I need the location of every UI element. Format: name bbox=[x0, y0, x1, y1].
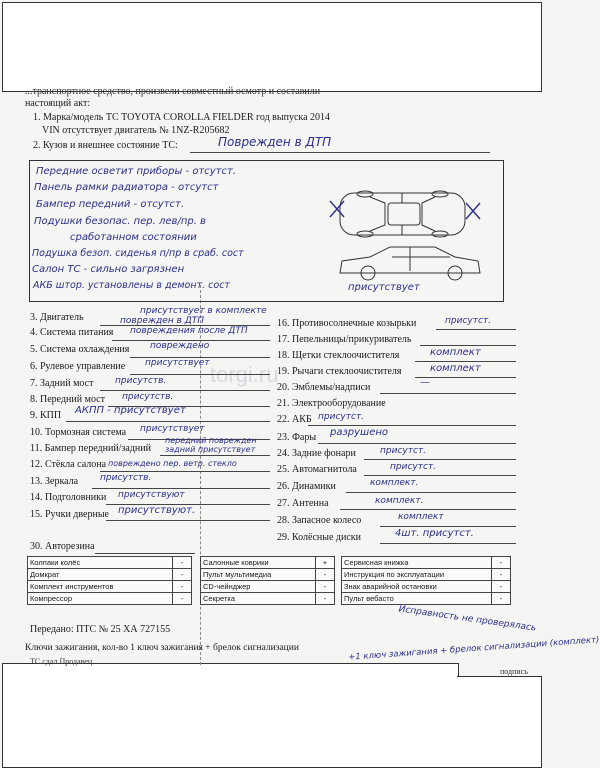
item-underline bbox=[436, 329, 516, 330]
item-label: 22. АКБ bbox=[277, 414, 312, 425]
item-underline bbox=[420, 345, 516, 346]
item-label: 17. Пепельницы/прикуриватель bbox=[277, 334, 412, 345]
item-underline bbox=[66, 421, 270, 422]
item-underline bbox=[415, 361, 516, 362]
equip-name: Пульт вебасто bbox=[342, 593, 492, 605]
item-label: 5. Система охлаждения bbox=[30, 344, 130, 355]
redacted-header-block bbox=[2, 2, 542, 92]
item-underline bbox=[380, 543, 516, 544]
item-label: 23. Фары bbox=[277, 432, 317, 443]
item-label: 26. Динамики bbox=[277, 481, 336, 492]
damage-note: Салон ТС - сильно загрязнен bbox=[32, 264, 185, 275]
equip-name: Секретка bbox=[201, 593, 316, 605]
footer-stub-left: ТС сдал Продавец bbox=[30, 657, 93, 666]
rubber-underline bbox=[95, 553, 195, 554]
item-label: 12. Стёкла салона bbox=[30, 459, 107, 470]
damage-note: Подушка безоп. сиденья п/пр в сраб. сост bbox=[32, 248, 244, 259]
item-label: 11. Бампер передний/задний bbox=[30, 443, 151, 454]
redacted-footer-right bbox=[457, 676, 542, 768]
item-value: присутствуют bbox=[118, 490, 185, 500]
item-underline bbox=[346, 492, 516, 493]
item-underline bbox=[380, 526, 516, 527]
item-value: 4шт. присутст. bbox=[395, 528, 474, 539]
equip-value: - bbox=[492, 557, 511, 569]
item-label: 29. Колёсные диски bbox=[277, 532, 362, 543]
item-label: 18. Щетки стеклоочистителя bbox=[277, 350, 400, 361]
equip-value: - bbox=[316, 581, 335, 593]
equip-name: Домкрат bbox=[28, 569, 173, 581]
equip-value: - bbox=[316, 569, 335, 581]
damage-note-tail: присутствует bbox=[348, 282, 420, 293]
item-label: 7. Задний мост bbox=[30, 378, 94, 389]
item-value: присутств. bbox=[115, 376, 167, 386]
item-value: комплект. bbox=[370, 478, 419, 488]
equip-value: - bbox=[173, 557, 192, 569]
item-value: присутст. bbox=[380, 446, 427, 456]
item-underline bbox=[415, 377, 516, 378]
equip-name: Компрессор bbox=[28, 593, 173, 605]
item-label: 24. Задние фонари bbox=[277, 448, 356, 459]
item-underline bbox=[130, 374, 270, 375]
item-underline bbox=[106, 520, 270, 521]
item-value: присутст. bbox=[445, 316, 492, 326]
item-value: присутствует bbox=[145, 358, 210, 368]
damage-note: Передние осветит приборы - отсутст. bbox=[36, 166, 237, 177]
equipment-table-1 bbox=[27, 556, 192, 605]
item-label: 6. Рулевое управление bbox=[30, 361, 126, 372]
item-value: комплект bbox=[398, 512, 444, 522]
equip-name: Инструкция по эксплуатации bbox=[342, 569, 492, 581]
item-label: 20. Эмблемы/надписи bbox=[277, 382, 371, 393]
item-label: 10. Тормозная система bbox=[30, 427, 127, 438]
item-value: поврежден в ДТП bbox=[120, 316, 205, 326]
damage-notes-box bbox=[29, 160, 504, 302]
equip-value: + bbox=[316, 557, 335, 569]
equip-name: Колпаки колёс bbox=[28, 557, 173, 569]
redacted-footer-block bbox=[2, 663, 459, 768]
item-underline bbox=[340, 509, 516, 510]
equipment-table-2 bbox=[200, 556, 335, 605]
vehicle-model-line: 1. Марка/модель ТС TOYOTA COROLLA FIELDER год выпуска 2014 bbox=[33, 112, 331, 123]
item-label: 3. Двигатель bbox=[30, 312, 84, 323]
car-diagram bbox=[310, 185, 500, 285]
item-underline bbox=[92, 488, 270, 489]
pts-line: Передано: ПТС № 25 ХА 727155 bbox=[30, 624, 171, 635]
damage-note: Бампер передний - отсутст. bbox=[36, 199, 185, 210]
equip-name: Салонные коврики bbox=[201, 557, 316, 569]
watermark: torgi.ru bbox=[210, 362, 279, 387]
item-value: повреждено пер. ветр. стекло bbox=[108, 459, 237, 468]
damage-note: АКБ штор. установлены в демонт. сост bbox=[33, 280, 230, 291]
item-underline bbox=[364, 459, 516, 460]
item-underline bbox=[100, 390, 270, 391]
rubber-label: 30. Авторезина bbox=[30, 541, 95, 552]
item-value: присутствуют. bbox=[118, 505, 196, 516]
equip-value: - bbox=[316, 593, 335, 605]
item-label: 16. Противосолнечные козырьки bbox=[277, 318, 417, 329]
footer-stub-right: подпись bbox=[500, 667, 528, 676]
item-value: присутствует в комплекте bbox=[140, 306, 267, 316]
item-value: комплект bbox=[430, 363, 481, 374]
item-label: 21. Электрооборудование bbox=[277, 398, 386, 409]
item-value: передний поврежден bbox=[165, 436, 257, 445]
equip-value: - bbox=[492, 581, 511, 593]
damage-note: сработанном состоянии bbox=[70, 232, 197, 243]
equip-name: Знак аварийной остановки bbox=[342, 581, 492, 593]
item-underline bbox=[318, 443, 516, 444]
item-underline bbox=[380, 393, 516, 394]
item-label: 19. Рычаги стеклоочистителя bbox=[277, 366, 402, 377]
intro-line-2: настоящий акт: bbox=[25, 98, 91, 109]
keys-line: Ключи зажигания, кол-во 1 ключ зажигания + брелок сигнализации bbox=[25, 643, 299, 653]
damage-note: Панель рамки радиатора - отсутст bbox=[34, 182, 219, 193]
equip-name: Пульт мультимедиа bbox=[201, 569, 316, 581]
item-value: повреждено bbox=[150, 341, 210, 351]
item-value: — bbox=[420, 377, 430, 388]
vehicle-vin-line: VIN отсутствует двигатель № 1NZ-R205682 bbox=[42, 125, 230, 136]
item-underline bbox=[160, 455, 270, 456]
damage-note: Подушки безопас. пер. лев/пр. в bbox=[34, 216, 206, 227]
item-underline bbox=[100, 471, 270, 472]
body-state-label: 2. Кузов и внешнее состояние ТС: bbox=[33, 140, 178, 151]
item-value: присутствует bbox=[140, 424, 205, 434]
equip-value: - bbox=[492, 569, 511, 581]
equip-value: - bbox=[492, 593, 511, 605]
item-value: присутств. bbox=[100, 473, 152, 483]
item-label: 9. КПП bbox=[30, 410, 62, 421]
item-value: АКПП - присутствует bbox=[75, 405, 186, 416]
item-label: 15. Ручки дверные bbox=[30, 509, 109, 520]
item-value: разрушено bbox=[330, 427, 389, 438]
body-state-handwritten: Поврежден в ДТП bbox=[218, 135, 332, 149]
intro-line: ...транспортное средство, произвели совместный осмотр и составили bbox=[25, 86, 321, 97]
equip-value: - bbox=[173, 593, 192, 605]
item-value: присутст. bbox=[390, 462, 437, 472]
item-label: 13. Зеркала bbox=[30, 476, 79, 487]
equip-name: Сервисная книжка bbox=[342, 557, 492, 569]
item-label: 8. Передний мост bbox=[30, 394, 105, 405]
item-value: задний присутствует bbox=[165, 445, 256, 454]
item-label: 27. Антенна bbox=[277, 498, 329, 509]
item-label: 25. Автомагнитола bbox=[277, 464, 357, 475]
item-value: присутст. bbox=[318, 412, 365, 422]
equip-value: - bbox=[173, 581, 192, 593]
equip-name: Комплект инструментов bbox=[28, 581, 173, 593]
equipment-table-3 bbox=[341, 556, 511, 605]
equip-value: - bbox=[173, 569, 192, 581]
item-value: повреждения после ДТП bbox=[130, 326, 248, 336]
item-label: 14. Подголовники bbox=[30, 492, 107, 503]
item-underline bbox=[364, 475, 516, 476]
item-value: присутств. bbox=[122, 392, 174, 402]
item-label: 4. Система питания bbox=[30, 327, 114, 338]
handwritten-note: Исправность не проверялась bbox=[397, 604, 537, 634]
item-value: комплект. bbox=[375, 496, 424, 506]
keys-handwritten: +1 ключ зажигания + брелок сигнализации (комплект) bbox=[347, 635, 600, 663]
equip-name: CD-чейнджер bbox=[201, 581, 316, 593]
body-state-underline bbox=[190, 152, 490, 153]
item-label: 28. Запасное колесо bbox=[277, 515, 362, 526]
item-value: комплект bbox=[430, 347, 481, 358]
item-underline bbox=[308, 425, 516, 426]
